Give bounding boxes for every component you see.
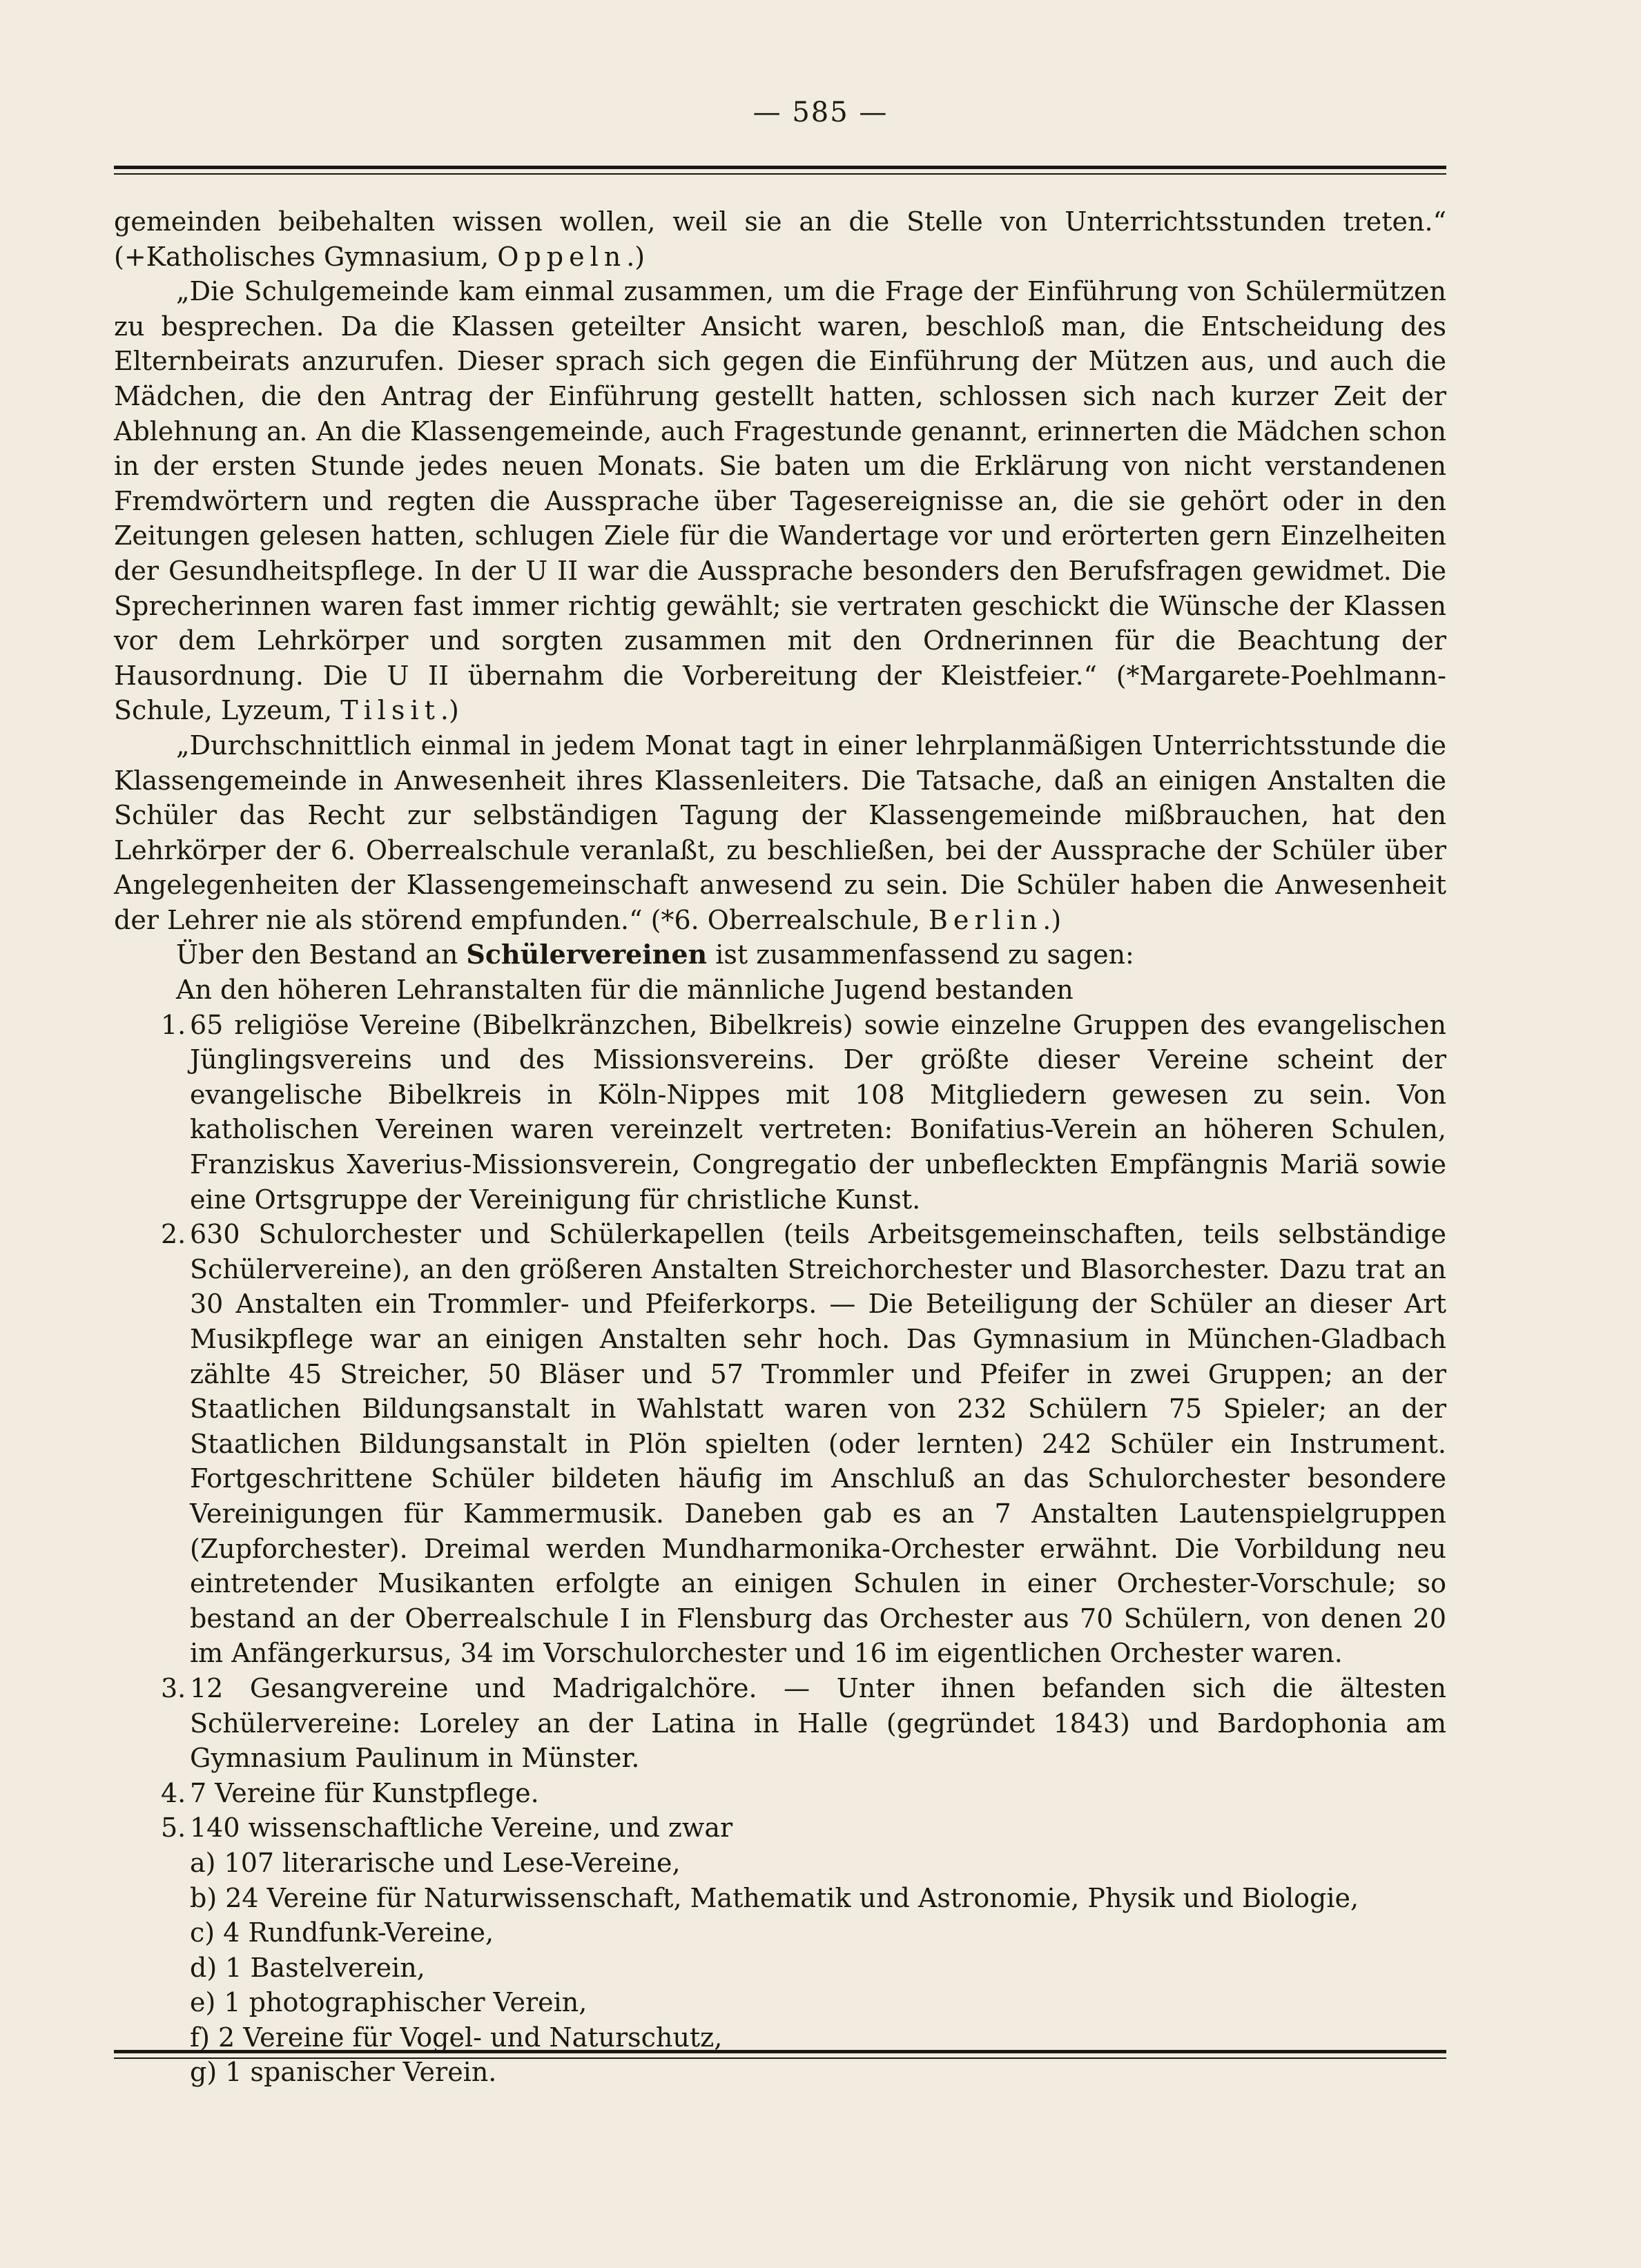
sublist-item: e) 1 photographischer Verein, <box>190 1987 588 2018</box>
footer-rule <box>114 2050 1446 2059</box>
association-list <box>114 1008 1446 1846</box>
list-text: 12 Gesangvereine und Madrigalchöre. — Unter ihnen befanden sich die ältesten Schülervereine: Loreley an der Latina in Halle (gegründet 1843) und Bardophonia am Gymnasium Paulinum in Münster. <box>190 1672 1446 1774</box>
place-oppeln: Oppeln <box>497 241 627 272</box>
list-item <box>114 1810 1446 1846</box>
list-number: 2. <box>161 1219 186 1250</box>
paragraph-0 <box>114 204 1446 274</box>
sublist-item: f) 2 Vereine für Vogel- und Naturschutz, <box>190 2022 723 2053</box>
paragraph-1-end: .) <box>440 695 459 726</box>
list-number: 5. <box>161 1812 186 1844</box>
list-text: 140 wissenschaftliche Vereine, und zwar <box>190 1812 733 1844</box>
header-rule <box>114 166 1446 175</box>
paragraph-4: An den höheren Lehranstalten für die männliche Jugend bestanden <box>176 975 1074 1006</box>
paragraph-3-post: ist zusammenfassend zu sagen: <box>707 939 1134 970</box>
place-tilsit: Tilsit <box>340 695 440 726</box>
paragraph-0-text: gemeinden beibehalten wissen wollen, weil sie an die Stelle von Unterrichtsstunden treten.“ (+Katholisches Gymnasium, <box>114 206 1446 272</box>
place-berlin: Berlin <box>928 904 1043 935</box>
paragraph-1 <box>114 274 1446 728</box>
sublist-item: g) 1 spanischer Verein. <box>190 2057 497 2088</box>
sublist-item: d) 1 Bastelverein, <box>190 1952 425 1983</box>
paragraph-0-end: .) <box>626 241 645 272</box>
list-number: 3. <box>161 1672 186 1703</box>
paragraph-1-text: „Die Schulgemeinde kam einmal zusammen, um die Frage der Einführung von Schülermützen zu besprechen. Da die Klassen geteilter Ansicht waren, beschloß man, die Entscheidung des Elternbeirats anzurufen. Dieser sprach sich gegen die Einführung der Mützen aus, und auch die Mädchen, die den Antrag der Einführung gestellt hatten, schlossen sich nach kurzer Zeit der Ablehnung an. An die Klassengemeinde, auch Fragestunde genannt, erinnerten die Mädchen schon in der ersten Stunde jedes neuen Monats. Sie baten um die Erklärung von nicht verstandenen Fremdwörtern und regten die Aussprache über Tagesereignisse an, die sie gehört oder in den Zeitungen gelesen hatten, schlugen Ziele für die Wandertage vor und erörterten gern Einzelheiten der Gesundheitspflege. In der U II war die Aussprache besonders den Berufsfragen gewidmet. Die Sprecherinnen waren fast immer richtig gewählt; sie vertraten geschickt die Wünsche der Klassen vor dem Lehrkörper und sorgten zusammen mit den Ordnerinnen für die Beachtung der Hausordnung. Die U II übernahm die Vorbereitung der Kleistfeier.“ (*Margarete-Poehlmann-Schule, Lyzeum, <box>114 276 1446 726</box>
paragraph-3 <box>114 937 1446 972</box>
page-number: — 585 — <box>752 97 889 128</box>
paragraph-2 <box>114 728 1446 938</box>
sublist-item: c) 4 Rundfunk-Vereine, <box>190 1917 494 1948</box>
list-item <box>114 1671 1446 1776</box>
list-number: 1. <box>161 1009 186 1040</box>
sublist-item: a) 107 literarische und Lese-Vereine, <box>190 1847 681 1878</box>
list-text: 7 Vereine für Kunstpflege. <box>190 1777 539 1808</box>
list-text: 65 religiöse Vereine (Bibelkränzchen, Bibelkreis) sowie einzelne Gruppen des evangelischen Jünglingsvereins und des Missionsvereins. Der größte dieser Vereine scheint der evangelische Bibelkreis in Köln-Nippes mit 108 Mitgliedern gewesen zu sein. Von katholischen Vereinen waren vereinzelt vertreten: Bonifatius-Verein an höheren Schulen, Franziskus Xaverius-Missionsverein, Congregatio der unbefleckten Empfängnis Mariä sowie eine Ortsgruppe der Vereinigung für christliche Kunst. <box>190 1009 1446 1215</box>
body-text <box>114 204 1446 2090</box>
list-item <box>114 1008 1446 1218</box>
paragraph-2-end: .) <box>1042 904 1062 935</box>
list-item <box>114 1217 1446 1671</box>
paragraph-3-pre: Über den Bestand an <box>176 939 467 970</box>
schuelervereinen-heading: Schülervereinen <box>466 939 708 970</box>
list-text: 630 Schulorchester und Schülerkapellen (teils Arbeitsgemeinschaften, teils selbständige Schülervereine), an den größeren Anstalten Streichorchester und Blasorchester. Dazu trat an 30 Anstalten ein Trommler- und Pfeiferkorps. — Die Beteiligung der Schüler an dieser Art Musikpflege war an einigen Anstalten sehr hoch. Das Gymnasium in München-Gladbach zählte 45 Streicher, 50 Bläser und 57 Trommler und Pfeifer in zwei Gruppen; an der Staatlichen Bildungsanstalt in Wahlstatt waren von 232 Schülern 75 Spieler; an der Staatlichen Bildungsanstalt in Plön spielten (oder lernten) 242 Schüler ein Instrument. Fortgeschrittene Schüler bildeten häufig im Anschluß an das Schulorchester besondere Vereinigungen für Kammermusik. Daneben gab es an 7 Anstalten Lautenspielgruppen (Zupforchester). Dreimal werden Mundharmonika-Orchester erwähnt. Die Vorbildung neu eintretender Musikanten erfolgte an einigen Schulen in einer Orchester-Vorschule; so bestand an der Oberrealschule I in Flensburg das Orchester aus 70 Schülern, von denen 20 im Anfängerkursus, 34 im Vorschulorchester und 16 im eigentlichen Orchester waren. <box>190 1219 1446 1669</box>
sublist-item: b) 24 Vereine für Naturwissenschaft, Mathematik und Astronomie, Physik und Biologie, <box>190 1882 1359 1913</box>
list-number: 4. <box>161 1777 186 1808</box>
paragraph-2-text: „Durchschnittlich einmal in jedem Monat tagt in einer lehrplanmäßigen Unterrichtsstunde die Klassengemeinde in Anwesenheit ihres Klassenleiters. Die Tatsache, daß an einigen Anstalten die Schüler das Recht zur selbständigen Tagung der Klassengemeinde mißbrauchen, hat den Lehrkörper der 6. Oberrealschule veranlaßt, zu beschließen, bei der Aussprache der Schüler über Angelegenheiten der Klassengemeinschaft anwesend zu sein. Die Schüler haben die Anwesenheit der Lehrer nie als störend empfunden.“ (*6. Oberrealschule, <box>114 730 1446 935</box>
list-item <box>114 1776 1446 1811</box>
